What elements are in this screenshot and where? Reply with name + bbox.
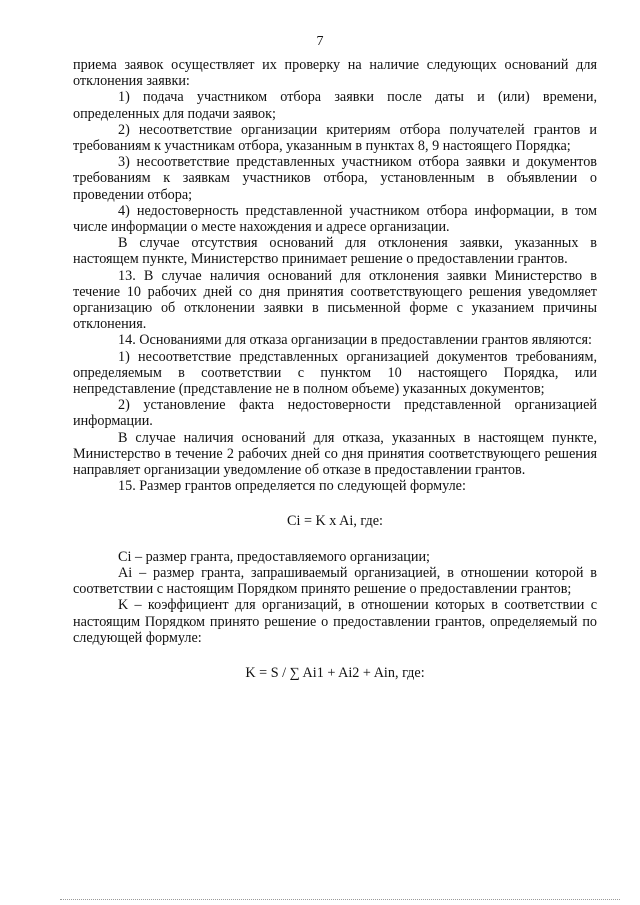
page-body xyxy=(73,57,597,681)
paragraph-refusal-2: 2) установление факта недостоверности представленной организацией информации. xyxy=(73,397,597,430)
paragraph-intro: приема заявок осуществляет их проверку на наличие следующих оснований для отклонения заявки: xyxy=(73,57,597,90)
paragraph-reject-3: 3) несоответствие представленных участником отбора заявки и документов требованиям к заявкам участников отбора, установленным в объявлении о проведении отбора; xyxy=(73,154,597,203)
page-bottom-edge xyxy=(60,899,620,900)
formula-coefficient: K = S / ∑ Ai1 + Ai2 + Ain, где: xyxy=(245,664,425,681)
paragraph-reject-4: 4) недостоверность представленной участником отбора информации, в том числе информации о месте нахождения и адресе организации. xyxy=(73,202,597,236)
paragraph-reject-2: 2) несоответствие организации критериям отбора получателей грантов и требованиям к участникам отбора, указанным в пунктах 8, 9 настоящего Порядка; xyxy=(73,121,597,155)
paragraph-no-reject: В случае отсутствия оснований для отклонения заявки, указанных в настоящем пункте, Министерство принимает решение о предоставлении грантов. xyxy=(73,235,597,268)
paragraph-refusal-notice: В случае наличия оснований для отказа, указанных в настоящем пункте, Министерство в течение 2 рабочих дней со дня принятия соответствующего решения направляет организации уведомление об отказе в предоставлении грантов. xyxy=(73,429,597,479)
page-number: 7 xyxy=(316,34,324,49)
paragraph-reject-1: 1) подача участником отбора заявки после даты и (или) времени, определенных для подачи заявок; xyxy=(73,89,597,122)
definition-ai: Ai – размер гранта, запрашиваемый организацией, в отношении которой в соответствии с настоящим Порядком принято решение о предоставлении грантов; xyxy=(73,564,597,598)
paragraph-item-15: 15. Размер грантов определяется по следующей формуле: xyxy=(118,478,466,495)
paragraph-item-13: 13. В случае наличия оснований для отклонения заявки Министерство в течение 10 рабочих дней со дня принятия соответствующего решения уведомляет организацию об отклонении заявки в письменной форме с указанием причины отклонения. xyxy=(73,267,597,333)
definition-k: K – коэффициент для организаций, в отношении которых в соответствии с настоящим Порядком принято решение о предоставлении грантов, определяемый по следующей формуле: xyxy=(73,597,597,646)
paragraph-refusal-1: 1) несоответствие представленных организацией документов требованиям, определяемым в соответствии с пунктом 10 настоящего Порядка, или непредставление (представление не в полном объеме) указанных документов; xyxy=(73,348,597,398)
formula-grant-size: Ci = K x Ai, где: xyxy=(287,513,383,530)
paragraph-item-14: 14. Основаниями для отказа организации в предоставлении грантов являются: xyxy=(118,332,592,349)
definition-ci: Ci – размер гранта, предоставляемого организации; xyxy=(118,548,431,565)
